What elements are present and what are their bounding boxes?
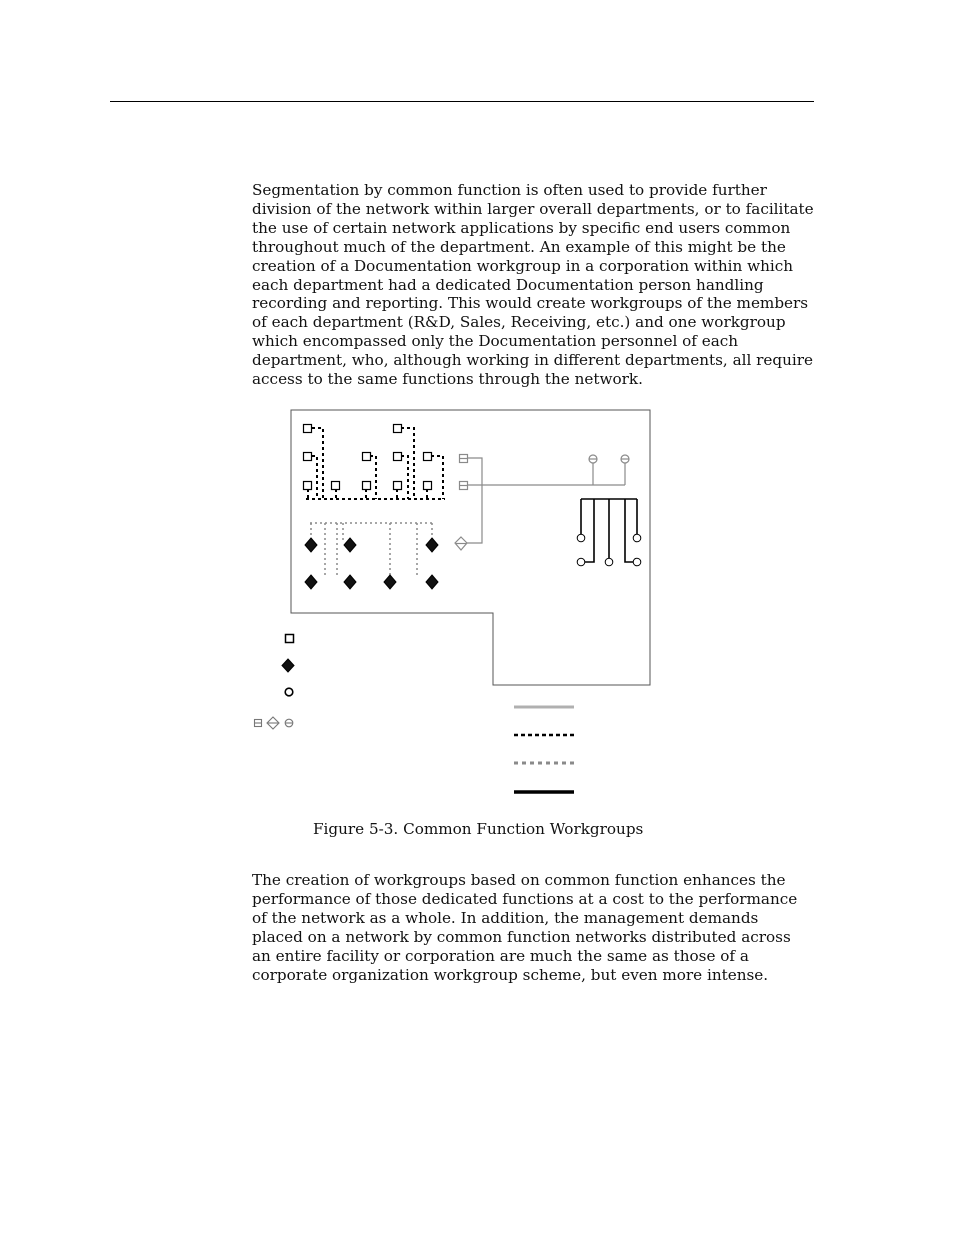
diamond-node bbox=[305, 575, 317, 589]
square-node bbox=[424, 482, 432, 490]
circle-node bbox=[633, 534, 641, 542]
square-node-icon bbox=[286, 635, 294, 643]
legend-lines bbox=[514, 707, 574, 792]
square-node bbox=[304, 482, 312, 490]
circle-node bbox=[633, 558, 641, 566]
documentation-node-icons bbox=[255, 717, 293, 729]
figure-caption: Figure 5-3. Common Function Workgroups bbox=[313, 820, 644, 838]
square-node bbox=[304, 425, 312, 433]
legend-symbols bbox=[255, 635, 295, 730]
diamond-node-icon bbox=[282, 659, 294, 672]
square-node bbox=[332, 482, 340, 490]
diamond-node bbox=[384, 575, 396, 589]
circle-node-icon bbox=[285, 688, 293, 696]
square-node bbox=[424, 453, 432, 461]
square-node bbox=[394, 453, 402, 461]
square-node bbox=[394, 482, 402, 490]
square-node bbox=[363, 453, 371, 461]
circle-node bbox=[605, 558, 613, 566]
diamond-node bbox=[344, 575, 356, 589]
diamond-node bbox=[344, 538, 356, 552]
black-solid-links bbox=[581, 499, 637, 562]
diamond-node bbox=[426, 538, 438, 552]
circle-node bbox=[577, 534, 585, 542]
documentation-nodes bbox=[455, 455, 629, 551]
gray-solid-links bbox=[466, 458, 625, 543]
square-node bbox=[363, 482, 371, 490]
floor-outline bbox=[291, 410, 650, 685]
diamond-node bbox=[305, 538, 317, 552]
square-node bbox=[394, 425, 402, 433]
dotted-links bbox=[310, 523, 432, 578]
body-paragraph-2: The creation of workgroups based on common function enhances the performance of those dedicated functions at a cost to the performance of the network as a whole. In addition, the management demands placed on a network by common function networks distributed across an entire facility or corporation are much the same as those of a corporate organization workgroup scheme, but even more intense. bbox=[252, 871, 798, 984]
body-paragraph-1: Segmentation by common function is often used to provide further division of the network within larger overall departments, or to facilitate the use of certain network applications by specific end users common throughout much of the department. An example of this might be the creation of a Documentation workgroup in a corporation within which each department had a dedicated Documentation person handling recording and reporting. This would create workgroups of the members of each department (R&D, Sales, Receiving, etc.) and one workgroup which encompassed only the Documentation personnel of each department, who, although working in different departments, all require access to the same functions through the network. bbox=[252, 181, 814, 389]
circle-node bbox=[577, 558, 585, 566]
square-node bbox=[304, 453, 312, 461]
diamond-node bbox=[426, 575, 438, 589]
